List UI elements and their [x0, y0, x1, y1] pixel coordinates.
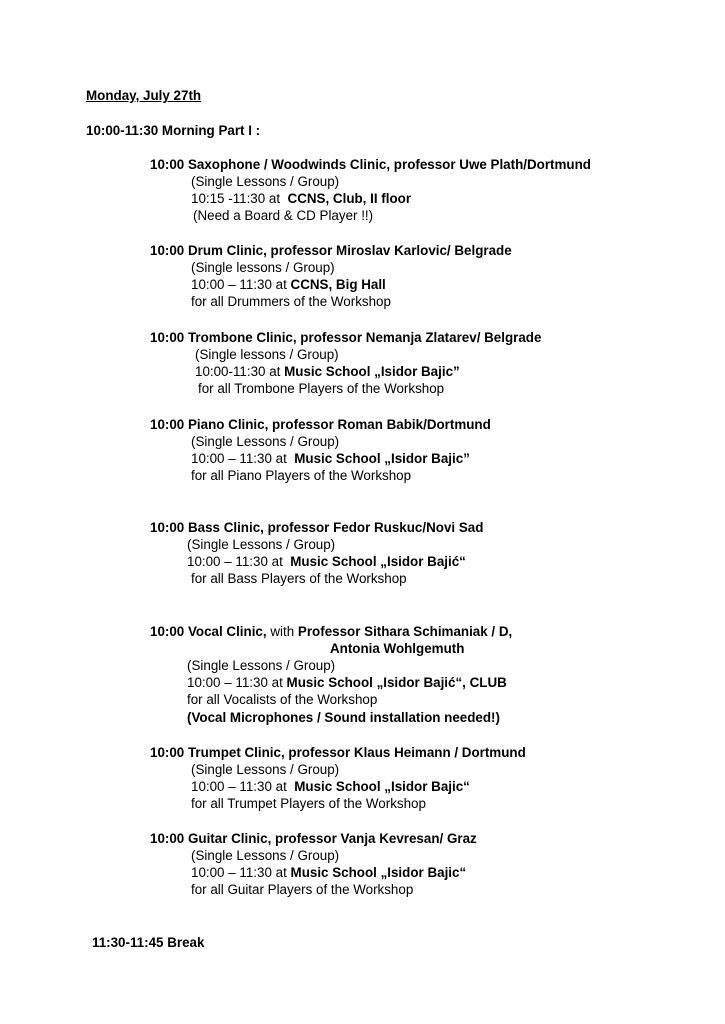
clinic-venue: Music School „Isidor Bajic“ [294, 779, 470, 794]
clinic-type: (Single lessons / Group) [195, 347, 339, 362]
clinic-title-with: with [270, 624, 295, 639]
clinic-title: 10:00 Saxophone / Woodwinds Clinic, professor Uwe Plath/Dortmund [150, 157, 591, 172]
clinic-venue: CCNS, Big Hall [290, 277, 386, 292]
clinic-time: 10:00 – 11:30 at [191, 451, 287, 466]
clinic-time: 10:00 – 11:30 at [191, 865, 287, 880]
clinic-note: for all Trombone Players of the Workshop [198, 381, 445, 396]
clinic-time-venue [191, 864, 466, 881]
clinic-title-names: Professor Sithara Schimaniak / D, [297, 624, 513, 639]
clinic-title-line2: Antonia Wohlgemuth [330, 641, 465, 656]
clinic-note: (Need a Board & CD Player !!) [193, 208, 374, 223]
clinic-venue: Music School „Isidor Bajić“, CLUB [286, 675, 507, 690]
clinic-time: 10:00 – 11:30 at [191, 779, 287, 794]
clinic-type: (Single Lessons / Group) [187, 658, 336, 673]
clinic-note: for all Guitar Players of the Workshop [191, 882, 414, 897]
clinic-time: 10:00 – 11:30 at [187, 554, 283, 569]
clinic-venue: Music School „Isidor Bajić“ [290, 554, 466, 569]
clinic-venue: Music School „Isidor Bajic” [294, 451, 470, 466]
clinic-note: for all Drummers of the Workshop [191, 294, 391, 309]
clinic-type: (Single Lessons / Group) [191, 762, 340, 777]
clinic-time: 10:15 -11:30 at [191, 191, 281, 206]
clinic-type: (Single Lessons / Group) [187, 537, 336, 552]
clinic-time-venue [187, 674, 507, 691]
clinic-time-venue [195, 363, 460, 380]
clinic-title: 10:00 Bass Clinic, professor Fedor Ruskuc/Novi Sad [150, 520, 484, 535]
clinic-title [150, 623, 512, 640]
clinic-type: (Single Lessons / Group) [191, 848, 340, 863]
clinic-title: 10:00 Trumpet Clinic, professor Klaus Heimann / Dortmund [150, 745, 526, 760]
clinic-note: for all Piano Players of the Workshop [191, 468, 412, 483]
day-heading: Monday, July 27th [86, 88, 202, 103]
clinic-title: 10:00 Guitar Clinic, professor Vanja Kevresan/ Graz [150, 831, 477, 846]
clinic-venue: Music School „Isidor Bajic” [284, 364, 460, 379]
clinic-title: 10:00 Drum Clinic, professor Miroslav Karlovic/ Belgrade [150, 243, 512, 258]
clinic-time-venue [191, 190, 411, 207]
clinic-type: (Single Lessons / Group) [191, 434, 340, 449]
clinic-time-venue [191, 778, 470, 795]
clinic-time: 10:00 – 11:30 at [187, 675, 283, 690]
clinic-type: (Single lessons / Group) [191, 260, 335, 275]
clinic-title-bold: 10:00 Vocal Clinic, [150, 624, 267, 639]
clinic-note: for all Trumpet Players of the Workshop [191, 796, 426, 811]
clinic-time: 10:00-11:30 at [195, 364, 281, 379]
clinic-title: 10:00 Piano Clinic, professor Roman Babik/Dortmund [150, 417, 491, 432]
part-heading: 10:00-11:30 Morning Part I : [86, 123, 261, 138]
clinic-title: 10:00 Trombone Clinic, professor Nemanja Zlatarev/ Belgrade [150, 330, 542, 345]
clinic-note: for all Bass Players of the Workshop [191, 571, 407, 586]
clinic-time-venue [191, 450, 470, 467]
break-line: 11:30-11:45 Break [92, 935, 205, 950]
clinic-note-2: (Vocal Microphones / Sound installation needed!) [187, 710, 500, 725]
clinic-time-venue [191, 276, 386, 293]
clinic-note: for all Vocalists of the Workshop [187, 692, 378, 707]
clinic-time: 10:00 – 11:30 at [191, 277, 287, 292]
clinic-venue: Music School „Isidor Bajic“ [290, 865, 467, 880]
clinic-venue: CCNS, Club, II floor [287, 191, 412, 206]
clinic-time-venue [187, 553, 466, 570]
clinic-type: (Single Lessons / Group) [191, 174, 340, 189]
